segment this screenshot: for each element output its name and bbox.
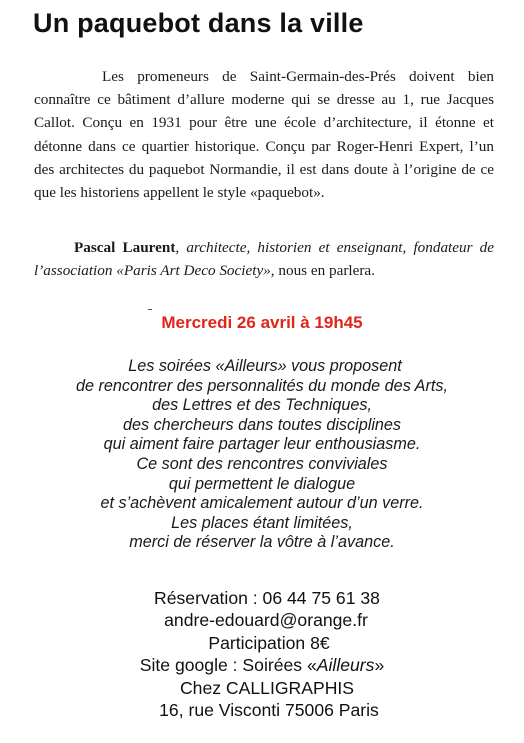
speaker-separator: ,: [175, 239, 187, 256]
contact-block: [0, 587, 524, 721]
site-name: Ailleurs: [316, 655, 375, 676]
site-google: [0, 654, 524, 676]
speaker-name: Pascal Laurent: [74, 239, 176, 256]
venue-name: Chez CALLIGRAPHIS: [179, 677, 355, 698]
description-line: de rencontrer des personnalités du monde des Arts,: [76, 376, 448, 395]
intro-paragraph: [34, 65, 494, 204]
speaker-paragraph: [34, 236, 494, 282]
speaker-role: architecte, historien et enseignant, fondateur de l’association «Paris Art Deco Society»,: [34, 239, 495, 280]
event-date: Mercredi 26 avril à 19h45: [161, 313, 363, 332]
reservation-phone[interactable]: Réservation : 06 44 75 61 38: [154, 588, 380, 608]
participation-fee: Participation 8€: [208, 632, 330, 653]
contact-email[interactable]: andre-edouard@orange.fr: [164, 610, 368, 631]
description-line: Les places étant limitées,: [171, 513, 353, 532]
description-line: et s’achèvent amicalement autour d’un verre.: [100, 494, 424, 513]
description-line: Les soirées «Ailleurs» vous proposent: [128, 357, 402, 375]
intro-text: Les promeneurs de Saint-Germain-des-Prés doivent bien connaître ce bâtiment d’allure moderne qui se dresse au 1, rue Jacques Callot. Conçu en 1931 pour être une école d’architecture, il étonne et détonne dans ce quartier historique. Conçu par Roger-Henri Expert, l’un des architectes du paquebot Normandie, il est dans doute à l’origine de ce que les historiens appellent le style «paquebot».: [34, 68, 494, 202]
page-title: Un paquebot dans la ville: [33, 8, 364, 38]
site-suffix: »: [374, 655, 385, 676]
description-line: qui aiment faire partager leur enthousiasme.: [103, 435, 421, 454]
date-tick-mark: [148, 309, 152, 310]
description-line: des chercheurs dans toutes disciplines: [122, 415, 402, 434]
description-line: merci de réserver la vôtre à l’avance.: [129, 533, 395, 552]
venue-address: 16, rue Visconti 75006 Paris: [159, 700, 379, 721]
ailleurs-description: [0, 357, 524, 553]
description-line: qui permettent le dialogue: [168, 474, 356, 493]
speaker-tail: nous en parlera.: [274, 262, 375, 280]
description-line: Ce sont des rencontres conviviales: [136, 454, 388, 473]
description-line: des Lettres et des Techniques,: [152, 396, 372, 415]
site-prefix: Site google : Soirées «: [139, 655, 317, 676]
